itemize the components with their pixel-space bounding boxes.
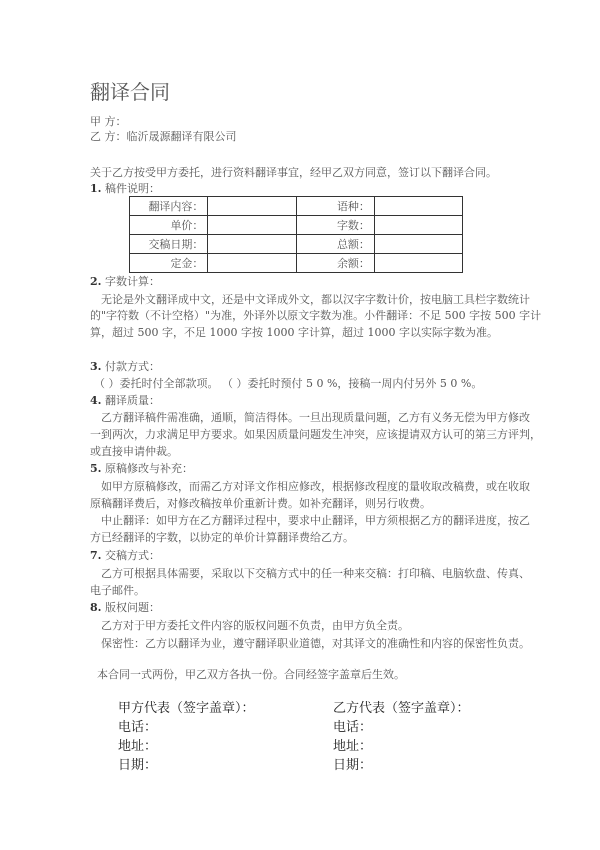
table-cell-value <box>374 216 462 235</box>
party-b-label: 乙 方： <box>90 130 127 143</box>
page-title: 翻译合同 <box>90 80 170 104</box>
party-a-rep: 甲方代表（签字盖章）： <box>118 701 255 716</box>
table-cell-value <box>208 254 296 273</box>
section-2-number: 2. <box>90 275 102 288</box>
table-cell-label: 定金： <box>130 254 208 273</box>
section-7-line: 电子邮件。 <box>90 584 145 597</box>
closing-text: 本合同一式两份，甲乙双方各执一份。合同经签字盖章后生效。 <box>97 668 405 681</box>
table-cell-label: 总额： <box>296 235 374 254</box>
table-cell-value <box>374 235 462 254</box>
section-2-line: 无论是外文翻译成中文，还是中文译成外文，都以汉字字数计价，按电脑工具栏字数统计 <box>101 293 530 306</box>
section-4-title: 翻译质量： <box>104 394 160 407</box>
section-3-number: 3. <box>90 360 102 373</box>
section-1-title: 稿件说明： <box>104 182 160 195</box>
section-2-heading <box>90 273 160 289</box>
table-row <box>130 216 463 235</box>
section-1-heading <box>90 180 160 196</box>
section-3-heading <box>90 358 160 374</box>
table-cell-value <box>374 254 462 273</box>
section-3-title: 付款方式： <box>104 360 160 373</box>
section-2-line: 的"字符数（不计空格）"为准，外译外以原文字数为准。小件翻译：不足 500 字按 500 字计 <box>90 309 542 322</box>
table-cell-label: 单价： <box>130 216 208 235</box>
payment-options: （ ）委托时付全部款项。 （ ）委托时预付 5 0 %，接稿一周内付另外 5 0 %。 <box>94 377 483 390</box>
section-8-heading <box>90 599 160 615</box>
section-5-line: 如甲方原稿修改，而需乙方对译文作相应修改，根据修改程度的量收取改稿费，或在收取 <box>101 480 530 493</box>
party-a-label: 甲 方： <box>90 115 127 128</box>
table-cell-value <box>208 216 296 235</box>
table-cell-label: 翻译内容： <box>130 197 208 216</box>
section-5-line: 原稿翻译费后，对修改稿按单价重新计费。如补充翻译，则另行收费。 <box>90 497 431 510</box>
table-cell-value <box>374 197 462 216</box>
section-7-number: 7. <box>90 549 102 562</box>
party-a-date: 日期： <box>118 758 158 773</box>
section-5-line: 中止翻译：如甲方在乙方翻译过程中，要求中止翻译，甲方须根据乙方的翻译进度，按乙 <box>101 514 530 527</box>
section-5-line: 方已经翻译的字数，以协定的单价计算翻译费给乙方。 <box>90 531 354 544</box>
table-cell-label: 交稿日期： <box>130 235 208 254</box>
section-7-title: 交稿方式： <box>104 549 160 562</box>
party-b-value: 临沂晟源翻译有限公司 <box>126 130 237 143</box>
section-4-line: 或直接申请仲裁。 <box>90 445 178 458</box>
table-cell-value <box>208 197 296 216</box>
party-b-row <box>90 128 237 144</box>
table-cell-label: 语种： <box>296 197 374 216</box>
section-7-heading <box>90 547 160 563</box>
section-5-number: 5. <box>90 462 102 475</box>
intro-text: 关于乙方按受甲方委托，进行资料翻译事宜，经甲乙双方同意，签订以下翻译合同。 <box>90 166 497 179</box>
party-b-rep: 乙方代表（签字盖章）： <box>333 701 470 716</box>
party-b-date: 日期： <box>333 758 373 773</box>
section-4-line: 乙方翻译稿件需准确，通顺，简洁得体。一旦出现质量问题，乙方有义务无偿为甲方修改 <box>101 411 530 424</box>
section-8-line: 保密性：乙方以翻译为业，遵守翻译职业道德，对其译文的准确性和内容的保密性负责。 <box>101 637 530 650</box>
table-row <box>130 197 463 216</box>
section-5-title: 原稿修改与补充： <box>104 462 193 475</box>
section-2-line: 算，超过 500 字，不足 1000 字按 1000 字计算，超过 1000 字以实际字数为准。 <box>90 326 498 339</box>
section-4-number: 4. <box>90 394 102 407</box>
section-7-line: 乙方可根据具体需要，采取以下交稿方式中的任一种来交稿：打印稿、电脑软盘、传真、 <box>101 567 530 580</box>
table-row <box>130 254 463 273</box>
party-b-address: 地址： <box>333 739 373 754</box>
party-a-address: 地址： <box>118 739 158 754</box>
table-row <box>130 235 463 254</box>
section-5-heading <box>90 460 193 476</box>
manuscript-info-table <box>129 196 463 273</box>
section-2-title: 字数计算： <box>104 275 160 288</box>
table-cell-value <box>208 235 296 254</box>
table-cell-label: 字数： <box>296 216 374 235</box>
party-b-phone: 电话： <box>333 720 373 735</box>
section-8-number: 8. <box>90 601 102 614</box>
section-8-line: 乙方对于甲方委托文件内容的版权问题不负责，由甲方负全责。 <box>101 619 409 632</box>
section-8-title: 版权问题： <box>104 601 160 614</box>
section-1-number: 1. <box>90 182 102 195</box>
section-4-line: 一到两次，力求满足甲方要求。如果因质量问题发生冲突，应该提请双方认可的第三方评判， <box>90 428 541 441</box>
party-a-phone: 电话： <box>118 720 158 735</box>
party-a-row <box>90 113 127 129</box>
section-4-heading <box>90 392 160 408</box>
table-cell-label: 余额： <box>296 254 374 273</box>
